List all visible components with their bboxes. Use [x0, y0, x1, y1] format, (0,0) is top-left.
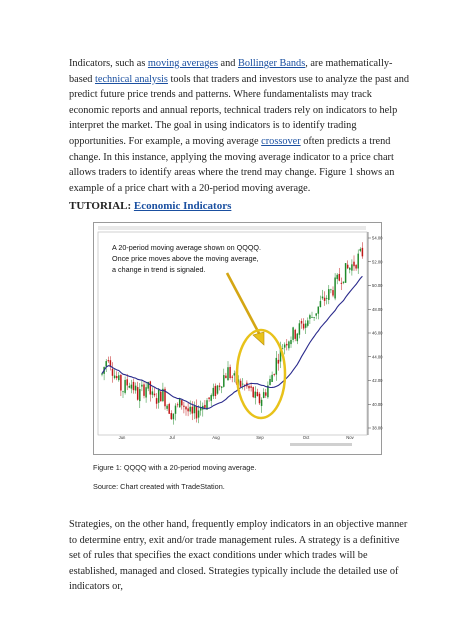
candle-body	[234, 373, 236, 375]
candle-body	[315, 313, 317, 315]
candle-body	[221, 387, 223, 388]
candle-body	[336, 275, 338, 279]
time-tick-label: Jul	[169, 435, 175, 440]
figure-source: Source: Chart created with TradeStation.	[93, 482, 225, 491]
candle-body	[166, 406, 168, 409]
candle-body	[210, 395, 212, 401]
candle-body	[187, 408, 189, 411]
candle-body	[124, 380, 126, 393]
candle-body	[242, 384, 244, 385]
intro-text: tools that traders and investors use to analyze the past and predict future price trends and patterns. Where fundamentalists may track economic reports and annual reports, technical traders rely on indicators to help interpret the market. The goal in using indicators is to identify trading opportunities. For example, a moving average	[69, 73, 410, 147]
candle-body	[179, 398, 181, 407]
candle-body	[269, 379, 271, 385]
candle-body	[311, 317, 313, 318]
candle-body	[343, 282, 345, 283]
candle-body	[135, 386, 137, 391]
candle-body	[265, 392, 267, 395]
candle-body	[307, 320, 309, 325]
candle-body	[131, 385, 133, 389]
annotation-line-2: Once price moves above the moving average,	[112, 254, 259, 263]
strategies-paragraph: Strategies, on the other hand, frequently employ indicators in an objective manner to determine entry, exit and/or trade management rules. A strategy is a definitive set of rules that specifies the exact conditions under which trades will be established, managed and closed. Strategies typically include the detailed use of indicators or,	[69, 519, 408, 593]
candle-body	[273, 374, 275, 375]
candle-body	[213, 388, 215, 396]
candle-body	[122, 391, 124, 392]
candle-body	[225, 376, 227, 378]
candle-body	[231, 377, 233, 378]
candle-body	[137, 387, 139, 400]
candle-body	[181, 400, 183, 405]
candle-body	[158, 390, 160, 403]
annotation-line-1: A 20-period moving average shown on QQQQ.	[112, 243, 262, 252]
intro-text: , are mathematically-based	[69, 58, 393, 85]
candle-body	[129, 386, 131, 388]
candle-body	[261, 400, 263, 406]
candle-body	[334, 278, 336, 299]
candle-body	[345, 263, 347, 283]
candle-body	[152, 391, 154, 394]
candle-body	[257, 392, 259, 396]
candle-body	[118, 375, 120, 380]
price-tick-label: 50.00	[372, 283, 383, 288]
candle-body	[271, 375, 273, 382]
candle-body	[120, 375, 122, 391]
candle-body	[303, 324, 305, 329]
price-tick-label: 46.00	[372, 330, 383, 336]
figure-caption: Figure 1: QQQQ with a 20-period moving average.	[93, 463, 257, 472]
candle-body	[341, 283, 343, 284]
candle-body	[105, 361, 107, 366]
candle-body	[116, 376, 118, 378]
candle-body	[263, 392, 265, 398]
candle-body	[141, 385, 143, 387]
candle-body	[339, 274, 341, 281]
link-economic-indicators[interactable]: Economic Indicators	[133, 200, 232, 212]
candle-body	[252, 387, 254, 397]
intro-text: Indicators, such as	[69, 58, 148, 69]
link-technical-analysis[interactable]: technical analysis	[95, 73, 168, 85]
candle-body	[313, 317, 315, 318]
annotation-line-3: a change in trend is signaled.	[112, 265, 206, 274]
candle-body	[108, 360, 110, 361]
candle-body	[133, 382, 135, 390]
candle-body	[353, 262, 355, 267]
price-tick-label: 44.00	[372, 354, 383, 360]
candle-body	[171, 413, 173, 419]
candle-body	[189, 407, 191, 412]
candle-body	[192, 407, 194, 414]
candle-body	[250, 386, 252, 387]
candle-body	[215, 386, 217, 396]
tutorial-heading	[69, 200, 231, 212]
candle-body	[168, 404, 170, 414]
price-chart	[94, 223, 381, 454]
intro-text: and	[217, 58, 238, 69]
link-bollinger-bands[interactable]: Bollinger Bands	[238, 58, 306, 69]
candle-body	[278, 360, 280, 364]
candle-body	[154, 394, 156, 396]
candle-body	[299, 323, 301, 334]
candle-body	[332, 290, 334, 295]
candle-body	[204, 405, 206, 408]
candle-body	[114, 376, 116, 379]
time-tick-label: Sep	[256, 435, 264, 440]
candle-body	[294, 330, 296, 339]
candle-body	[175, 406, 177, 414]
candle-body	[208, 397, 210, 398]
candle-body	[259, 394, 261, 404]
candle-body	[198, 410, 200, 417]
candle-body	[217, 386, 219, 394]
candle-body	[301, 321, 303, 324]
price-tick-label: 38.00	[372, 425, 383, 431]
candle-body	[150, 381, 152, 394]
chart-footer-text-block	[290, 443, 352, 446]
candle-body	[357, 254, 359, 269]
candle-body	[183, 406, 185, 407]
candle-body	[362, 248, 364, 256]
candle-body	[355, 265, 357, 269]
candle-body	[227, 367, 229, 380]
candle-body	[288, 341, 290, 348]
time-tick-label: Jun	[118, 435, 126, 440]
candle-body	[185, 407, 187, 410]
candle-body	[320, 301, 322, 307]
price-tick-label: 42.00	[372, 378, 383, 383]
candle-body	[173, 414, 175, 420]
candle-body	[322, 297, 324, 299]
candle-body	[349, 268, 351, 270]
time-tick-label: Nov	[346, 435, 354, 440]
link-crossover[interactable]: crossover	[261, 135, 301, 147]
candle-body	[297, 334, 299, 342]
candle-body	[290, 340, 292, 344]
candle-body	[229, 367, 231, 378]
candle-body	[286, 344, 288, 345]
candle-body	[196, 406, 198, 418]
candle-body	[318, 307, 320, 314]
candle-body	[324, 298, 326, 301]
time-tick-label: Aug	[212, 435, 220, 440]
candle-body	[223, 375, 225, 387]
candle-body	[126, 379, 128, 385]
candle-body	[143, 384, 145, 395]
candle-body	[139, 389, 141, 401]
candle-body	[305, 323, 307, 327]
candle-body	[156, 398, 158, 404]
candle-body	[112, 369, 114, 376]
candle-body	[276, 358, 278, 375]
tutorial-label: TUTORIAL:	[69, 200, 132, 212]
price-chart-figure	[93, 222, 382, 455]
candle-body	[284, 344, 286, 347]
price-tick-label: 48.00	[372, 306, 383, 312]
link-moving-averages[interactable]: moving averages	[147, 58, 218, 69]
candle-body	[248, 386, 250, 388]
candle-body	[255, 392, 256, 398]
intro-text: often predicts a trend change. In this instance, applying the moving average indicator to a price chart allows traders to identify areas where the trend may change. Figure 1 shows an example of a price chart with a 20-period moving average.	[69, 135, 395, 194]
candle-body	[292, 327, 294, 339]
price-tick-label: 54.00	[372, 235, 383, 241]
candle-body	[330, 289, 332, 290]
chart-header-strip	[98, 226, 366, 230]
candle-body	[219, 386, 221, 387]
candle-body	[240, 381, 242, 387]
intro-paragraph	[69, 56, 409, 196]
candle-body	[145, 387, 147, 397]
candle-body	[177, 404, 179, 405]
candle-body	[326, 298, 328, 299]
candle-body	[160, 392, 162, 402]
candle-body	[194, 406, 196, 413]
candle-body	[351, 264, 353, 270]
time-tick-label: Oct	[302, 435, 310, 440]
candle-body	[347, 265, 349, 269]
price-tick-label: 40.00	[372, 401, 383, 407]
candle-body	[360, 249, 362, 251]
candle-body	[309, 315, 311, 319]
candle-body	[328, 289, 330, 300]
price-tick-label: 52.00	[372, 259, 383, 265]
